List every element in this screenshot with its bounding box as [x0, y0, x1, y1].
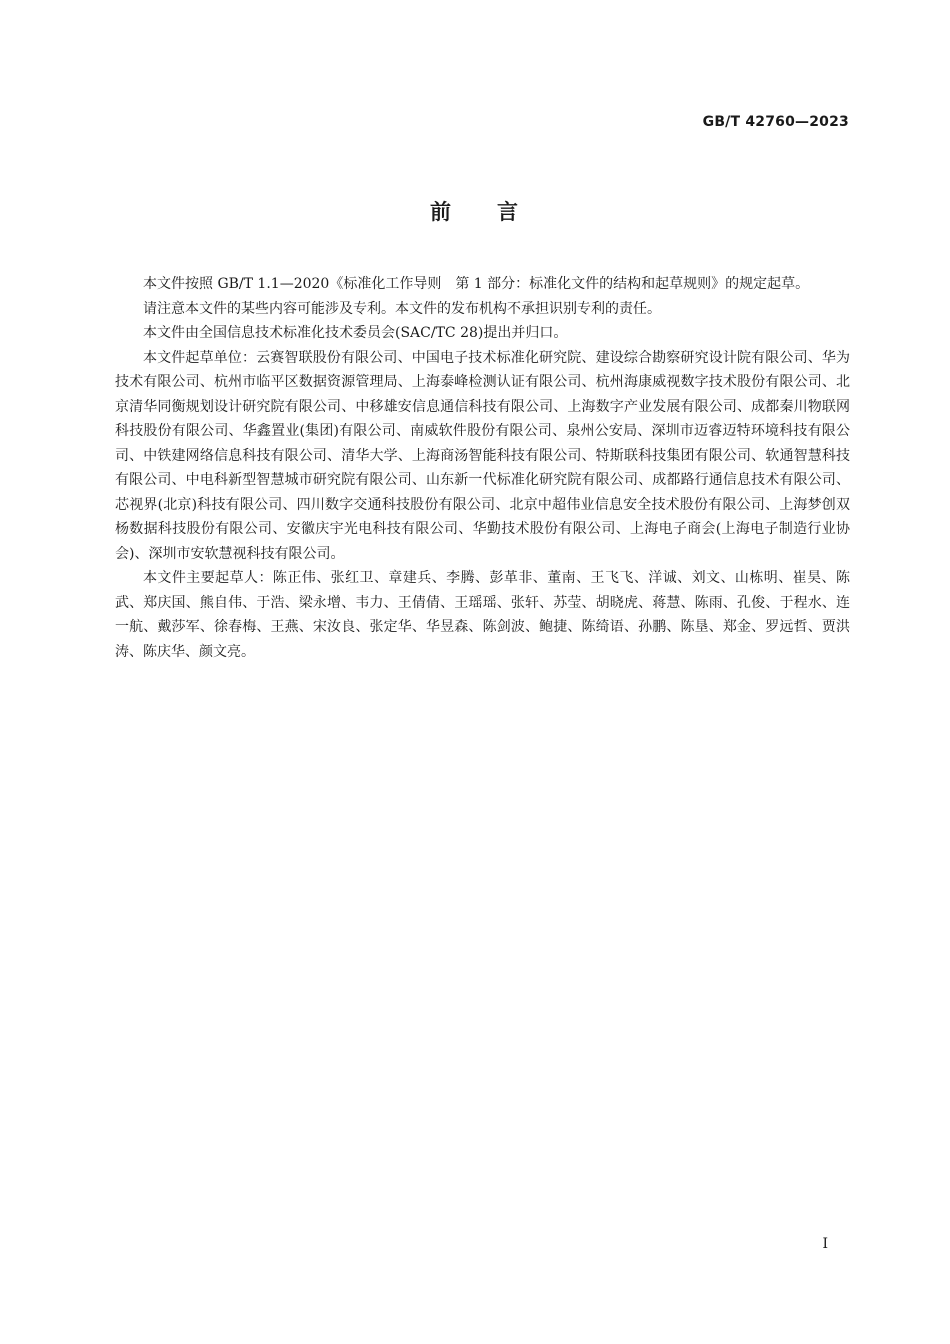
- foreword-body: [115, 272, 850, 664]
- page-title: [0, 196, 950, 226]
- paragraph-drafting-units: 本文件起草单位：云赛智联股份有限公司、中国电子技术标准化研究院、建设综合勘察研究设计院有限公司、华为技术有限公司、杭州市临平区数据资源管理局、上海泰峰检测认证有限公司、杭州海康威视数字技术股份有限公司、北京清华同衡规划设计研究院有限公司、中移雄安信息通信科技有限公司、上海数字产业发展有限公司、成都秦川物联网科技股份有限公司、华鑫置业(集团)有限公司、南威软件股份有限公司、泉州公安局、深圳市迈睿迈特环境科技有限公司、中铁建网络信息科技有限公司、清华大学、上海商汤智能科技有限公司、特斯联科技集团有限公司、软通智慧科技有限公司、中电科新型智慧城市研究院有限公司、山东新一代标准化研究院有限公司、成都路行通信息技术有限公司、芯视界(北京)科技有限公司、四川数字交通科技股份有限公司、北京中超伟业信息安全技术股份有限公司、上海梦创双杨数据科技股份有限公司、安徽庆宇光电科技有限公司、华勤技术股份有限公司、上海电子商会(上海电子制造行业协会)、深圳市安软慧视科技有限公司。: [115, 349, 850, 562]
- paragraph-drafters: 本文件主要起草人：陈正伟、张红卫、章建兵、李腾、彭革非、董南、王飞飞、洋诚、刘文、山栋明、崔昊、陈武、郑庆国、熊自伟、于浩、梁永增、韦力、王倩倩、王瑶瑶、张轩、苏莹、胡晓虎、蒋慧、陈雨、孔俊、于程水、连一航、戴莎军、徐春梅、王燕、宋汝良、张定华、华昱森、陈剑波、鲍捷、陈绮语、孙鹏、陈垦、郑金、罗远哲、贾洪涛、陈庆华、颜文亮。: [115, 570, 850, 660]
- title-char-1: 前: [430, 200, 453, 224]
- paragraph-drafting-rules: 本文件按照 GB/T 1.1—2020《标准化工作导则 第 1 部分：标准化文件的结构和起草规则》的规定起草。: [143, 276, 810, 292]
- title-char-2: 言: [497, 200, 520, 224]
- paragraph-proposer: 本文件由全国信息技术标准化技术委员会(SAC/TC 28)提出并归口。: [143, 325, 568, 341]
- page-number: I: [822, 1236, 828, 1252]
- paragraph-patent-notice: 请注意本文件的某些内容可能涉及专利。本文件的发布机构不承担识别专利的责任。: [143, 300, 661, 317]
- standard-number: GB/T 42760—2023: [702, 114, 849, 130]
